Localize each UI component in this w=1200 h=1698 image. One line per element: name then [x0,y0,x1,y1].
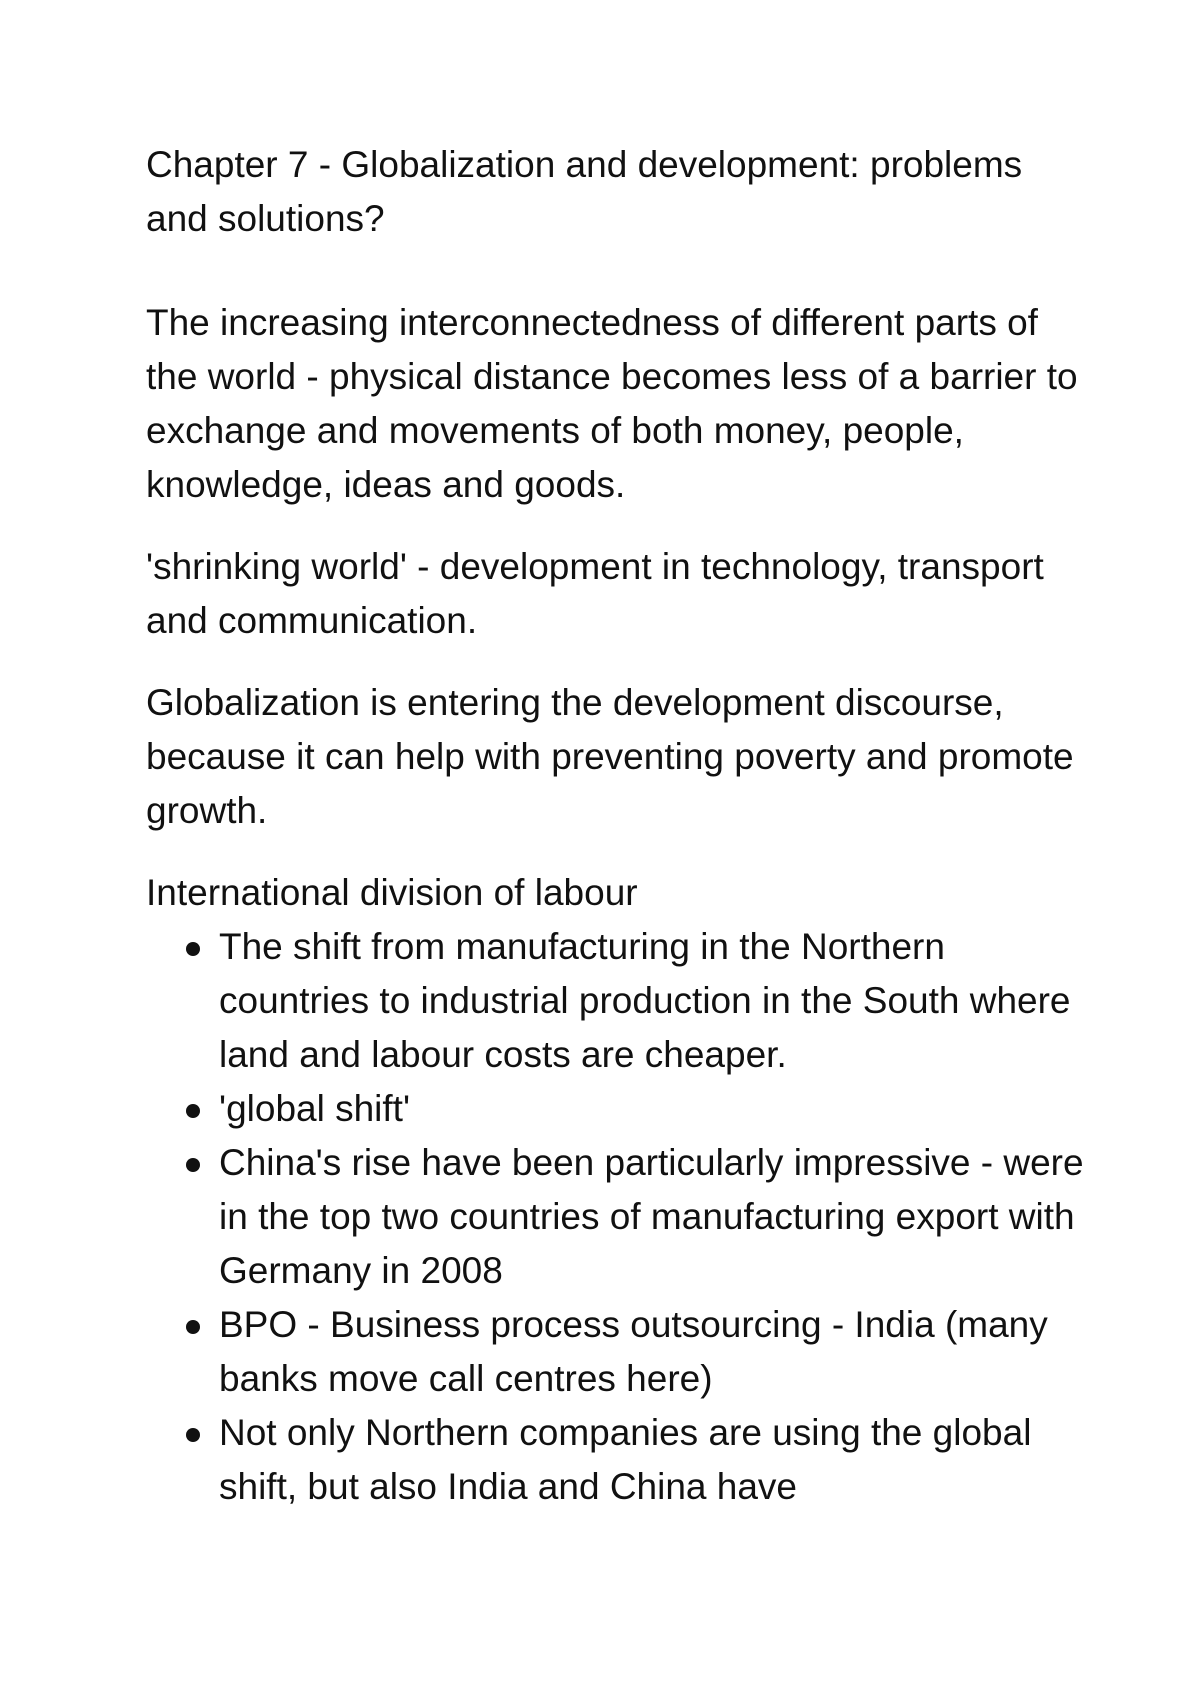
bullet-icon [186,942,200,956]
list-item [146,1082,1086,1136]
list-item-text: 'global shift' [219,1088,411,1129]
paragraph-globalization-discourse: Globalization is entering the development discourse, because it can help with preventing poverty and promote growth. [146,682,1074,831]
document-title: Chapter 7 - Globalization and development: problems and solutions? [146,144,1023,239]
bullet-icon [186,1104,200,1118]
bullet-icon [186,1158,200,1172]
list-item [146,1136,1086,1298]
paragraph-interconnectedness: The increasing interconnectedness of different parts of the world - physical distance becomes less of a barrier to exchange and movements of both money, people, knowledge, ideas and goods. [146,302,1078,505]
paragraph-shrinking-world: 'shrinking world' - development in technology, transport and communication. [146,546,1044,641]
list-item [146,1298,1086,1406]
bullet-icon [186,1320,200,1334]
list-item-text: BPO - Business process outsourcing - India (many banks move call centres here) [219,1304,1048,1399]
list-item [146,920,1086,1082]
section-heading: International division of labour [146,872,638,913]
bullet-list [146,920,1086,1514]
document-page [146,138,1086,1514]
list-item-text: The shift from manufacturing in the Northern countries to industrial production in the South where land and labour costs are cheaper. [219,926,1071,1075]
list-item-text: China's rise have been particularly impressive - were in the top two countries of manufacturing export with Germany in 2008 [219,1142,1084,1291]
list-item-text: Not only Northern companies are using the global shift, but also India and China have [219,1412,1032,1507]
list-item [146,1406,1086,1514]
bullet-icon [186,1428,200,1442]
